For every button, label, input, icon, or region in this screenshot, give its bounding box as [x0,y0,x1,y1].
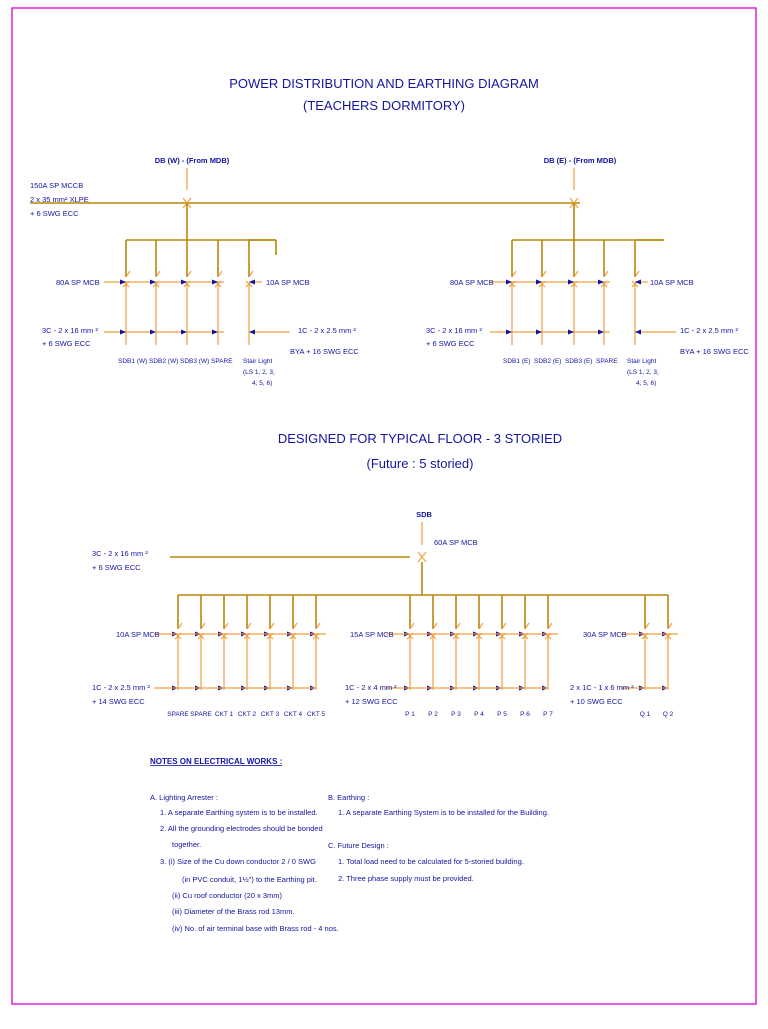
sdb-group2-output-1: P 1 [405,711,415,718]
sdb-group2-breaker-2 [430,595,437,690]
sdb-group3-breaker-2 [665,595,672,690]
db-e-breaker-1 [509,240,516,345]
sdb-group3-cable-l1: 2 x 1C - 1 x 6 mm ² [570,683,634,692]
db-w-breaker-1 [123,240,130,345]
sdb-group2-output-2: P 2 [428,711,438,718]
sdb-group1-mcb-label: 10A SP MCB [116,630,160,639]
sdb-group1-breaker-3 [221,595,228,690]
sdb-group2-output-4: P 4 [474,711,484,718]
db-w-cable-left-l2: + 6 SWG ECC [42,339,91,348]
note-a3-l4: (iii) Diameter of the Brass rod 13mm. [172,907,295,916]
sdb-group1-breaker-5 [267,595,274,690]
sdb-main-breaker [170,522,426,595]
note-a3-l1: 3. (i) Size of the Cu down conductor 2 / 0 SWG [160,857,316,866]
sdb-group3-mcb-label: 30A SP MCB [583,630,627,639]
sdb-group1-output-3: CKT 1 [214,711,234,718]
db-w-breaker-4 [215,240,222,345]
db-e-output-3: SDB3 (E) [565,358,593,365]
db-e-cable-right-l1: 1C - 2 x 2.5 mm ² [680,326,738,335]
db-e-output-2: SDB2 (E) [534,358,562,365]
sheet-border [12,8,756,1004]
db-e-mcb-10a-label: 10A SP MCB [650,278,694,287]
sdb-group2-output-6: P 6 [520,711,530,718]
sdb-group3-output-1: Q 1 [639,711,651,718]
db-w-breaker-3 [184,240,191,345]
sdb-group2-breaker-7 [545,595,552,690]
note-b1: 1. A separate Earthing System is to be installed for the Building. [338,808,549,817]
sdb-group2-breaker-6 [522,595,529,690]
sdb-group1-cable-l2: + 14 SWG ECC [92,697,145,706]
sdb-group3-cable-l2: + 10 SWG ECC [570,697,623,706]
sdb-group1-output-4: CKT 2 [237,711,257,718]
db-w-output-2: SDB2 (W) [149,358,179,365]
note-a3-l2: (in PVC conduit, 1½") to the Earthing pit. [182,875,317,884]
incoming-cable-l3: + 6 SWG ECC [30,209,79,218]
db-w-mcb-10a-label: 10A SP MCB [266,278,310,287]
db-w-breaker-2 [153,240,160,345]
db-e-cable-right-l2: BYA + 16 SWG ECC [680,347,749,356]
note-c1: 1. Total load need to be calculated for 5-storied building. [338,857,524,866]
db-e-main-mccb [570,168,578,240]
sdb-group3-breaker-1 [642,595,649,690]
db-e-output-4: SPARE [596,358,618,365]
sdb-group1-breaker-2 [198,595,205,690]
db-e-cable-left-l1: 3C - 2 x 16 mm ² [426,326,482,335]
db-w-output-1: SDB1 (W) [118,358,148,365]
sdb-group1-output-1: SPARE [167,711,189,718]
db-w-main-mccb [183,168,191,240]
note-c2: 2. Three phase supply must be provided. [338,874,474,883]
db-e-breaker-stair [632,240,639,345]
db-w-cable-right-l2: BYA + 16 SWG ECC [290,347,359,356]
sdb-group2-cable-l1: 1C - 2 x 4 mm ² [345,683,397,692]
sdb-group1-cable-l1: 1C - 2 x 2.5 mm ² [92,683,150,692]
sdb-group1-output-2: SPARE [190,711,212,718]
sdb-incoming-l1: 3C - 2 x 16 mm ² [92,549,148,558]
incoming-cable-l1: 150A SP MCCB [30,181,84,190]
sdb-group1-output-6: CKT 4 [283,711,303,718]
note-a3-l5: (iv) No. of air terminal base with Brass rod - 4 nos. [172,924,339,933]
db-w-cable-right-l1: 1C - 2 x 2.5 mm ² [298,326,356,335]
sdb-group1-breaker-4 [244,595,251,690]
db-e-stair-l1: Stair Light [627,358,657,365]
sdb-group1-breaker-1 [175,595,182,690]
db-w-stair-l2: (LS 1, 2, 3, [243,369,275,376]
sdb-breakers [154,595,678,691]
note-c-title: C. Future Design : [328,841,389,850]
db-e-mcb-80a-label: 80A SP MCB [450,278,494,287]
typical-floor-title: DESIGNED FOR TYPICAL FLOOR - 3 STORIED [277,431,563,446]
incoming-cable-l2: 2 x 35 mm² XLPE [30,195,89,204]
db-w-breaker-stair [246,240,253,345]
db-w-cable-left-l1: 3C - 2 x 16 mm ² [42,326,98,335]
note-a-title: A. Lighting Arrester : [150,793,218,802]
sdb-group2-breaker-4 [476,595,483,690]
sdb-group1-breaker-6 [290,595,297,690]
sdb-group2-breaker-1 [407,595,414,690]
db-e-cable-left-l2: + 6 SWG ECC [426,339,475,348]
sdb-group1-breaker-7 [313,595,320,690]
db-e-breaker-4 [601,240,608,345]
note-a3-l3: (ii) Cu roof conductor (20 x 3mm) [172,891,283,900]
sdb-incoming-l2: + 6 SWG ECC [92,563,141,572]
db-e-stair-l2: (LS 1, 2, 3, [627,369,659,376]
db-e-header: DB (E) - (From MDB) [543,156,617,165]
db-e-stair-l3: 4, 5, 6) [636,380,657,387]
sdb-header: SDB [416,510,432,519]
diagram-title: POWER DISTRIBUTION AND EARTHING DIAGRAM [229,76,539,91]
sdb-group2-cable-l2: + 12 SWG ECC [345,697,398,706]
db-w-stair-l1: Stair Light [243,358,273,365]
note-a1: 1. A separate Earthing system is to be installed. [160,808,318,817]
sdb-group1-output-5: CKT 3 [260,711,280,718]
note-a2-l2: together. [172,840,202,849]
sdb-group1-output-7: CKT 5 [306,711,326,718]
typical-floor-subtitle: (Future : 5 storied) [366,456,474,471]
diagram-subtitle: (TEACHERS DORMITORY) [302,98,466,113]
db-w-mcb-80a-label: 80A SP MCB [56,278,100,287]
sdb-group2-mcb-label: 15A SP MCB [350,630,394,639]
sdb-main-mcb-label: 60A SP MCB [434,538,478,547]
sdb-group2-output-3: P 3 [451,711,461,718]
db-w-header: DB (W) - (From MDB) [154,156,230,165]
note-b-title: B. Earthing : [328,793,370,802]
db-w-output-4: SPARE [211,358,233,365]
sdb-group2-output-5: P 5 [497,711,507,718]
db-w-stair-l3: 4, 5, 6) [252,380,273,387]
db-e-breaker-3 [571,240,578,345]
sdb-output-labels [167,711,673,718]
db-e-breakers [490,240,676,345]
sdb-group2-breaker-5 [499,595,506,690]
db-w-output-3: SDB3 (W) [180,358,210,365]
db-e-output-1: SDB1 (E) [503,358,531,365]
db-e-breaker-2 [539,240,546,345]
notes-heading: NOTES ON ELECTRICAL WORKS : [150,757,283,766]
sdb-group2-breaker-3 [453,595,460,690]
sdb-group3-output-2: Q 2 [662,711,674,718]
note-a2-l1: 2. All the grounding electrodes should be bonded [160,824,323,833]
db-w-breakers [104,240,290,345]
sdb-group2-output-7: P 7 [543,711,553,718]
